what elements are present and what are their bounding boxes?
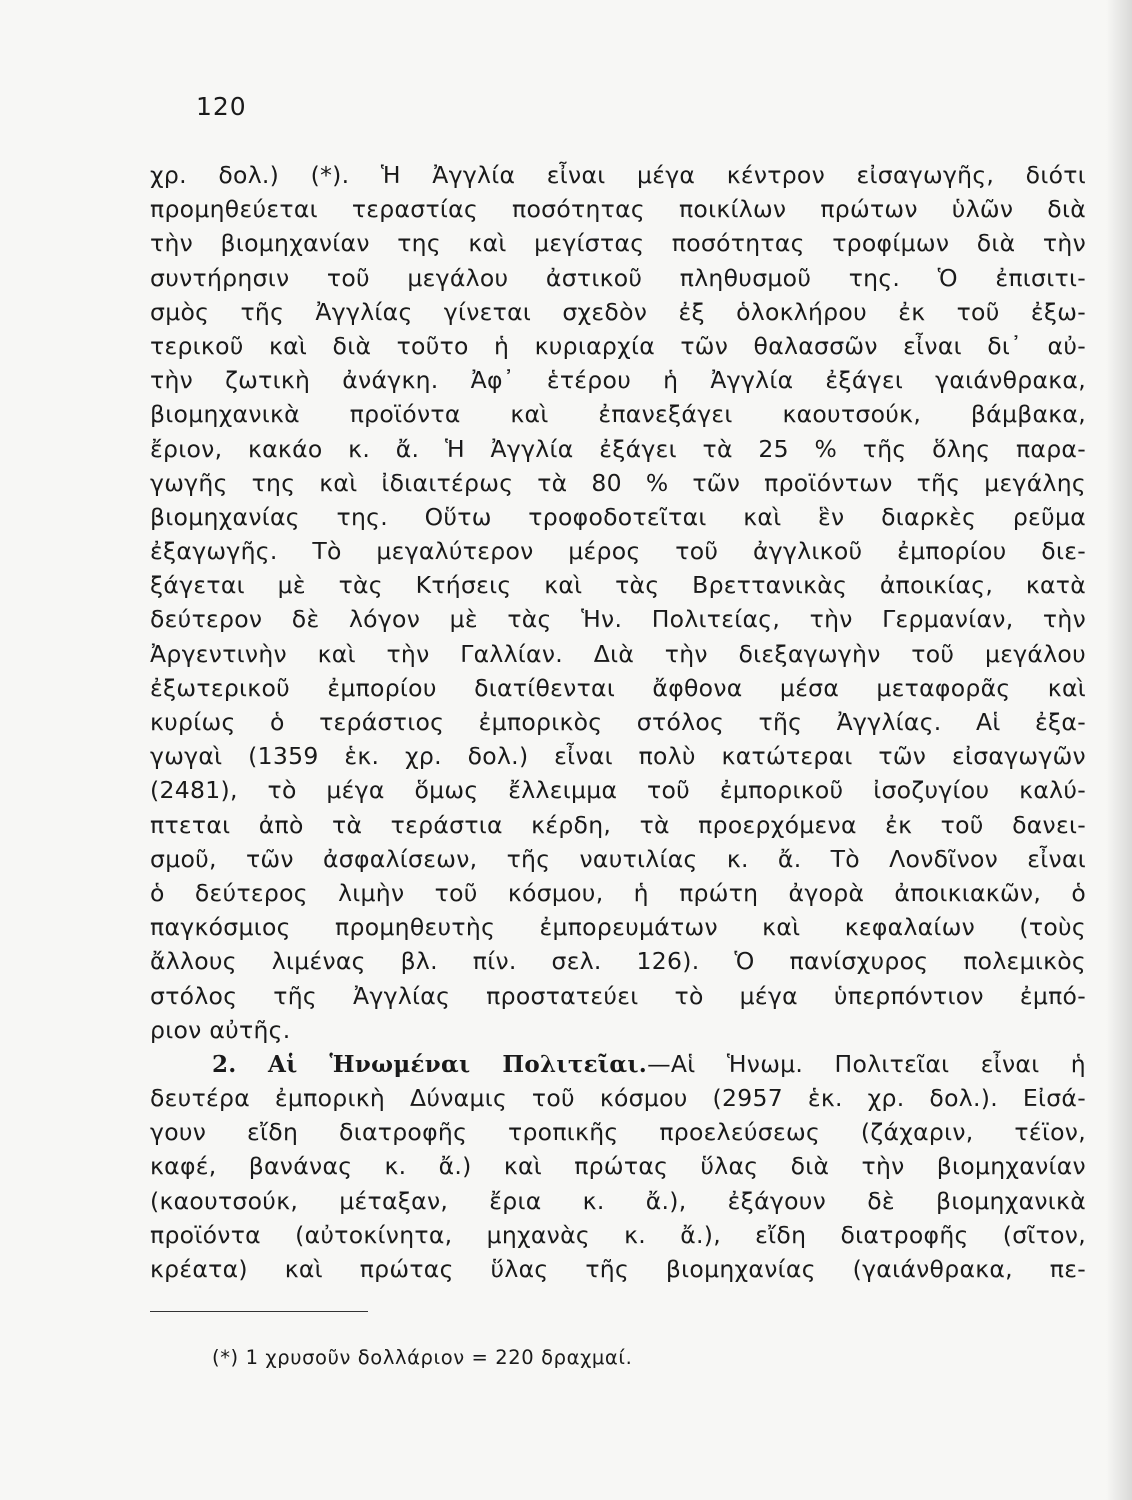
text-line: Ἀργεντινὴν καὶ τὴν Γαλλίαν. Διὰ τὴν διεξαγωγὴν τοῦ μεγάλου: [150, 639, 1086, 668]
text-line: κυρίως ὁ τεράστιος ἐμπορικὸς στόλος τῆς Ἀγγλίας. Αἱ ἐξα-: [150, 708, 1086, 736]
text-line: (2481), τὸ μέγα ὅμως ἔλλειμμα τοῦ ἐμπορικοῦ ἰσοζυγίου καλύ-: [150, 776, 1086, 805]
text-line: γουν εἴδη διατροφῆς τροπικῆς προελεύσεως (ζάχαριν, τέϊον,: [150, 1118, 1086, 1147]
text-line: κρέατα) καὶ πρώτας ὕλας τῆς βιομηχανίας (γαιάνθρακα, πε-: [150, 1255, 1086, 1283]
text-line: ἐξαγωγῆς. Τὸ μεγαλύτερον μέρος τοῦ ἀγγλικοῦ ἐμπορίου διε-: [150, 537, 1086, 566]
text-line: βιομηχανικὰ προϊόντα καὶ ἐπανεξάγει καουτσούκ, βάμβακα,: [150, 400, 1086, 429]
text-line: ὁ δεύτερος λιμὴν τοῦ κόσμου, ἡ πρώτη ἀγορὰ ἀποικιακῶν, ὁ: [150, 878, 1086, 907]
text-line: τὴν ζωτικὴ ἀνάγκη. Ἀφ᾽ ἑτέρου ἡ Ἀγγλία ἐξάγει γαιάνθρακα,: [150, 366, 1086, 395]
text-line: χρ. δολ.) (*). Ἡ Ἀγγλία εἶναι μέγα κέντρον εἰσαγωγῆς, διότι: [150, 161, 1086, 189]
body-text: [150, 158, 1086, 1286]
text-line: δευτέρα ἐμπορικὴ Δύναμις τοῦ κόσμου (2957 ἑκ. χρ. δολ.). Εἰσά-: [150, 1084, 1086, 1113]
footnote-divider: [150, 1311, 368, 1312]
section-heading-line: [150, 1047, 1086, 1081]
page-number: 120: [196, 92, 247, 121]
text-line: βιομηχανίας της. Οὕτω τροφοδοτεῖται καὶ ἓν διαρκὲς ρεῦμα: [150, 502, 1086, 531]
text-line: τὴν βιομηχανίαν της καὶ μεγίστας ποσότητας τροφίμων διὰ τὴν: [150, 229, 1086, 258]
text-line: (καουτσούκ, μέταξαν, ἔρια κ. ἄ.), ἐξάγουν δὲ βιομηχανικὰ: [150, 1186, 1086, 1215]
text-line: ριον αὐτῆς.: [150, 1015, 291, 1044]
text-line: σμὸς τῆς Ἀγγλίας γίνεται σχεδὸν ἐξ ὁλοκλήρου ἐκ τοῦ ἐξω-: [150, 297, 1086, 326]
text-line: πτεται ἀπὸ τὰ τεράστια κέρδη, τὰ προερχόμενα ἐκ τοῦ δανει-: [150, 810, 1086, 839]
page-edge-shadow: [1106, 0, 1132, 1500]
text-line: γωγαὶ (1359 ἑκ. χρ. δολ.) εἶναι πολὺ κατώτεραι τῶν εἰσαγωγῶν: [150, 742, 1086, 771]
text-line: παγκόσμιος προμηθευτὴς ἐμπορευμάτων καὶ κεφαλαίων (τοὺς: [150, 913, 1086, 942]
text-line: ξάγεται μὲ τὰς Κτήσεις καὶ τὰς Βρεττανικὰς ἀποικίας, κατὰ: [150, 571, 1086, 600]
text-line: γωγῆς της καὶ ἰδιαιτέρως τὰ 80 % τῶν προϊόντων τῆς μεγάλης: [150, 468, 1086, 497]
text-line: δεύτερον δὲ λόγον μὲ τὰς Ἡν. Πολιτείας, τὴν Γερμανίαν, τὴν: [150, 605, 1086, 634]
text-line: σμοῦ, τῶν ἀσφαλίσεων, τῆς ναυτιλίας κ. ἄ. Τὸ Λονδῖνον εἶναι: [150, 844, 1086, 873]
text-line: στόλος τῆς Ἀγγλίας προστατεύει τὸ μέγα ὑπερπόντιον ἐμπό-: [150, 981, 1086, 1010]
text-line: προϊόντα (αὐτοκίνητα, μηχανὰς κ. ἄ.), εἴδη διατροφῆς (σῖτον,: [150, 1220, 1086, 1249]
text-line: καφέ, βανάνας κ. ἄ.) καὶ πρώτας ὕλας διὰ τὴν βιομηχανίαν: [150, 1152, 1086, 1181]
text-line: ἔριον, κακάο κ. ἄ. Ἡ Ἀγγλία ἐξάγει τὰ 25 % τῆς ὅλης παρα-: [150, 434, 1086, 463]
text-line: τερικοῦ καὶ διὰ τοῦτο ἡ κυριαρχία τῶν θαλασσῶν εἶναι δι᾽ αὐ-: [150, 331, 1086, 360]
text-line: συντήρησιν τοῦ μεγάλου ἀστικοῦ πληθυσμοῦ της. Ὁ ἐπισιτι-: [150, 263, 1086, 292]
section-number: 2.: [212, 1050, 237, 1078]
section-lead-text: —Αἱ Ἡνωμ. Πολιτεῖαι εἶναι ἡ: [647, 1049, 1086, 1078]
section-title: Αἱ Ἡνωμέναι Πολιτεῖαι.: [267, 1050, 648, 1078]
text-line: ἐξωτερικοῦ ἐμπορίου διατίθενται ἄφθονα μέσα μεταφορᾶς καὶ: [150, 673, 1086, 702]
text-line: ἄλλους λιμένας βλ. πίν. σελ. 126). Ὁ πανίσχυρος πολεμικὸς: [150, 947, 1086, 976]
text-line: προμηθεύεται τεραστίας ποσότητας ποικίλων πρώτων ὑλῶν διὰ: [150, 195, 1086, 224]
footnote: (*) 1 χρυσοῦν δολλάριον = 220 δραχμαί.: [212, 1346, 633, 1369]
